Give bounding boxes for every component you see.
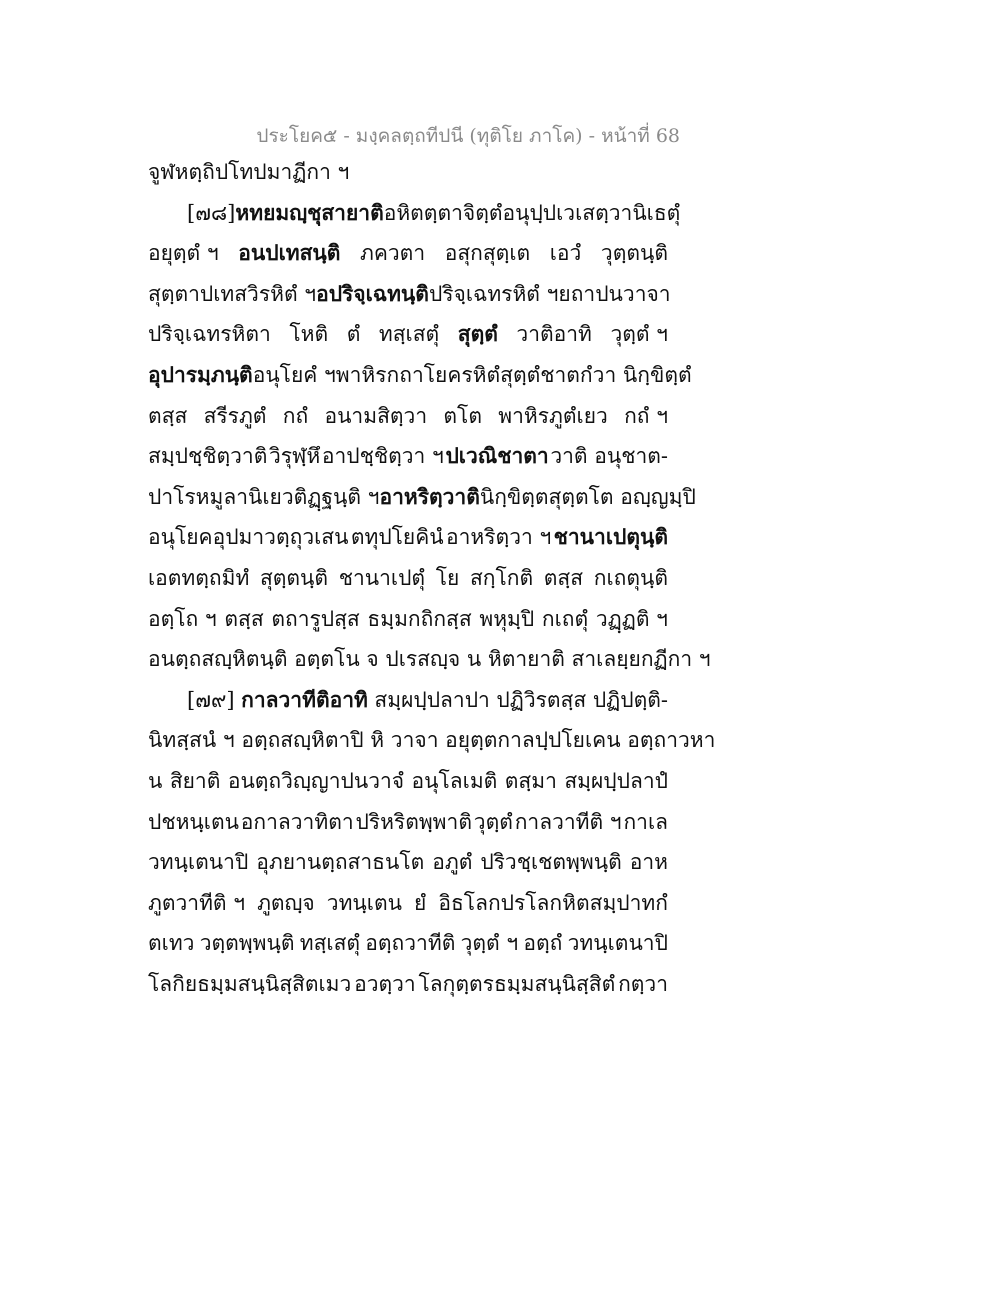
word: ปชหนฺเตน	[148, 810, 239, 834]
word: อนุปฺปเวเสตฺวา	[502, 201, 633, 225]
text-line	[148, 279, 671, 309]
word: กถํ ฯ	[624, 404, 668, 428]
word: ตทุปโยคินํ	[350, 525, 444, 549]
word: อาหริตฺวา ฯ	[446, 525, 552, 549]
word: ชานาเปตุํ	[338, 566, 426, 590]
bold-term: สุตฺตํ	[457, 321, 498, 346]
word: ตเทว	[148, 931, 195, 955]
word: ตสฺส	[543, 566, 584, 590]
word: [๗๙]	[187, 688, 235, 712]
word: ปาโรหมูลานิเยว	[148, 485, 294, 509]
word: วทนฺเตน	[326, 891, 402, 915]
word: กเถตุํ	[541, 607, 589, 631]
word: ปฏิวิรตสฺส ปฏิปตฺติ-	[496, 688, 668, 712]
word: จิตฺตํ	[462, 201, 503, 225]
word: เอตทตฺถมิทํ	[148, 566, 250, 590]
text-line: จูฬหตฺถิปโทปมาฏีกา ฯ	[148, 160, 350, 184]
text-line	[148, 441, 668, 471]
word: สมฺปชฺชิตฺวาติ	[148, 444, 268, 468]
text-line	[148, 360, 692, 390]
word: โหติ	[289, 322, 329, 346]
bold-term: กาลวาทีติอาทิ	[241, 687, 368, 712]
word: ตํ	[346, 322, 361, 346]
text-line	[148, 604, 668, 634]
word: วาจา	[622, 282, 671, 306]
word: อิธโลกปรโลกหิตสมฺปาทกํ	[438, 891, 668, 915]
word: เอวํ	[549, 241, 582, 265]
word: วุตฺตํ ฯ	[610, 322, 668, 346]
bold-term: ปเวณิชาตา	[445, 443, 549, 468]
text-line	[148, 847, 668, 877]
bold-term: ชานาเปตุนฺติ	[553, 524, 668, 549]
word: อกาลวาทิตา	[240, 810, 354, 834]
word: อภูตํ	[432, 850, 473, 874]
word: สมฺผปฺปลาปา	[374, 688, 490, 712]
word: สิยาติ	[169, 769, 221, 793]
word: ตถารูปสฺส	[271, 607, 360, 631]
word: นิกฺขิตฺตสุตฺตโต อญฺญมฺปิ	[479, 485, 696, 509]
bold-term: หทยมญฺชุสายาติ	[235, 200, 384, 225]
text-line	[148, 766, 668, 796]
word: อตฺถวาทีติ	[365, 931, 456, 955]
word: ตสฺส	[148, 404, 188, 428]
text-line	[148, 401, 668, 431]
word: ปริจฺเฉทรหิตา	[148, 322, 271, 346]
word: [๗๘]	[187, 201, 236, 225]
word: ธมฺมกถิกสฺส	[367, 607, 472, 631]
word: วฏฺฏติ ฯ	[595, 607, 668, 631]
word: นิเธตุํ	[632, 201, 681, 225]
word: วาติ อนุชาต-	[550, 444, 668, 468]
word: สมฺผปฺปลาปํ	[564, 769, 668, 793]
word: วทนฺเตนาปิ	[148, 850, 249, 874]
text-line	[148, 238, 668, 268]
word: โลกุตฺตรธมฺมสนฺนิสฺสิตํ	[418, 972, 616, 996]
word: อวตฺวา	[354, 972, 416, 996]
word: วิรุฬฺหึ	[268, 444, 321, 468]
bold-term: อนปเทสนฺติ	[238, 240, 341, 265]
word: ทสฺเสตุํ	[299, 931, 361, 955]
word: กตฺวา	[618, 972, 668, 996]
word: กเถตุนฺติ	[593, 566, 668, 590]
word: ทสฺเสตุํ	[378, 322, 440, 346]
page-header: ประโยค๕ - มงฺคลตฺถทีปนี (ทุติโย ภาโค) - หน้าที่ 68	[256, 125, 680, 147]
text-line: อนตฺถสญฺหิตนฺติ อตฺตโน จ ปเรสญฺจ น หิตายาติ สาเลยฺยกฏีกา ฯ	[148, 647, 711, 671]
word: วาติอาทิ	[516, 322, 592, 346]
text-line	[148, 482, 696, 512]
word: ตโต	[443, 404, 482, 428]
word: วตฺตพฺพนฺติ	[199, 931, 295, 955]
word: อุภยานตฺถสาธนโต	[256, 850, 425, 874]
word: อนุโยคํ ฯ	[252, 363, 336, 387]
bold-term: อปริจฺเฉทนฺติ	[316, 281, 429, 306]
word: พาหิรกถาโยครหิตํ	[335, 363, 501, 387]
word: กถํ	[282, 404, 309, 428]
word: อนุโลเมติ	[411, 769, 498, 793]
word: กาลวาทีติ ฯ	[514, 810, 622, 834]
word: สุตฺตนฺติ	[259, 566, 329, 590]
text-line	[187, 198, 681, 228]
word: ยํ	[414, 891, 427, 915]
word: น	[148, 769, 163, 793]
word: อาห	[629, 850, 668, 874]
word: อนตฺถวิญฺญาปนวาจํ	[227, 769, 405, 793]
word: กาเล	[623, 810, 668, 834]
word: พหุมฺปิ	[479, 607, 535, 631]
text-line	[187, 685, 668, 715]
word: ปน	[595, 282, 623, 306]
word: ภูตวาทีติ ฯ	[148, 891, 246, 915]
word: วา นิกฺขิตฺตํ	[592, 363, 692, 387]
word: อยุตฺตํ ฯ	[148, 241, 219, 265]
word: อตฺโถ ฯ	[148, 607, 217, 631]
word: อาปชฺชิตฺวา ฯ	[321, 444, 444, 468]
word: วุตฺตํ	[473, 810, 513, 834]
word: วทนฺเตนาปิ	[567, 931, 668, 955]
text-line	[148, 888, 668, 918]
word: อตฺถํ	[523, 931, 563, 955]
word: ติฏฺฐนฺติ ฯ	[293, 485, 380, 509]
word: ชาตกํ	[540, 363, 593, 387]
word: วุตฺตนฺติ	[600, 241, 668, 265]
word: โลกิยธมฺมสนฺนิสฺสิตเมว	[148, 972, 352, 996]
bold-term: อาหริตฺวาติ	[379, 484, 480, 509]
word: อนามสิตฺวา	[324, 404, 428, 428]
text-line	[148, 807, 668, 837]
word: ยถา	[558, 282, 596, 306]
word: ตสฺส	[224, 607, 264, 631]
word: ภูตญฺจ	[257, 891, 315, 915]
word: สุตฺตํ	[500, 363, 541, 387]
word: ตสฺมา	[504, 769, 557, 793]
word: สุตฺตาปเทสวิรหิตํ ฯ	[148, 282, 317, 306]
word: ปริหริตพฺพาติ	[355, 810, 472, 834]
word: อนุโยคอุปมาวตฺถุวเสน	[148, 525, 349, 549]
text-line: นิทสฺสนํ ฯ อตฺถสญฺหิตาปิ หิ วาจา อยุตฺตกาลปฺปโยเคน อตฺถาวหา	[148, 728, 716, 752]
bold-term: อุปารมฺภนฺติ	[148, 362, 253, 387]
text-line	[148, 319, 668, 349]
word: อสุกสุตฺเต	[444, 241, 531, 265]
word: สกฺโกติ	[469, 566, 534, 590]
word: ปริวชฺเชตพฺพนฺติ	[480, 850, 622, 874]
word: สรีรภูตํ	[203, 404, 267, 428]
word: ภควตา	[360, 241, 426, 265]
word: วุตฺตํ ฯ	[460, 931, 519, 955]
text-line	[148, 928, 668, 958]
word: พาหิรภูตํเยว	[498, 404, 608, 428]
text-line	[148, 522, 668, 552]
word: โย	[435, 566, 460, 590]
text-line	[148, 563, 668, 593]
word: ปริจฺเฉทรหิตํ ฯ	[428, 282, 559, 306]
text-line	[148, 969, 668, 999]
word: อหิตตฺตา	[383, 201, 463, 225]
